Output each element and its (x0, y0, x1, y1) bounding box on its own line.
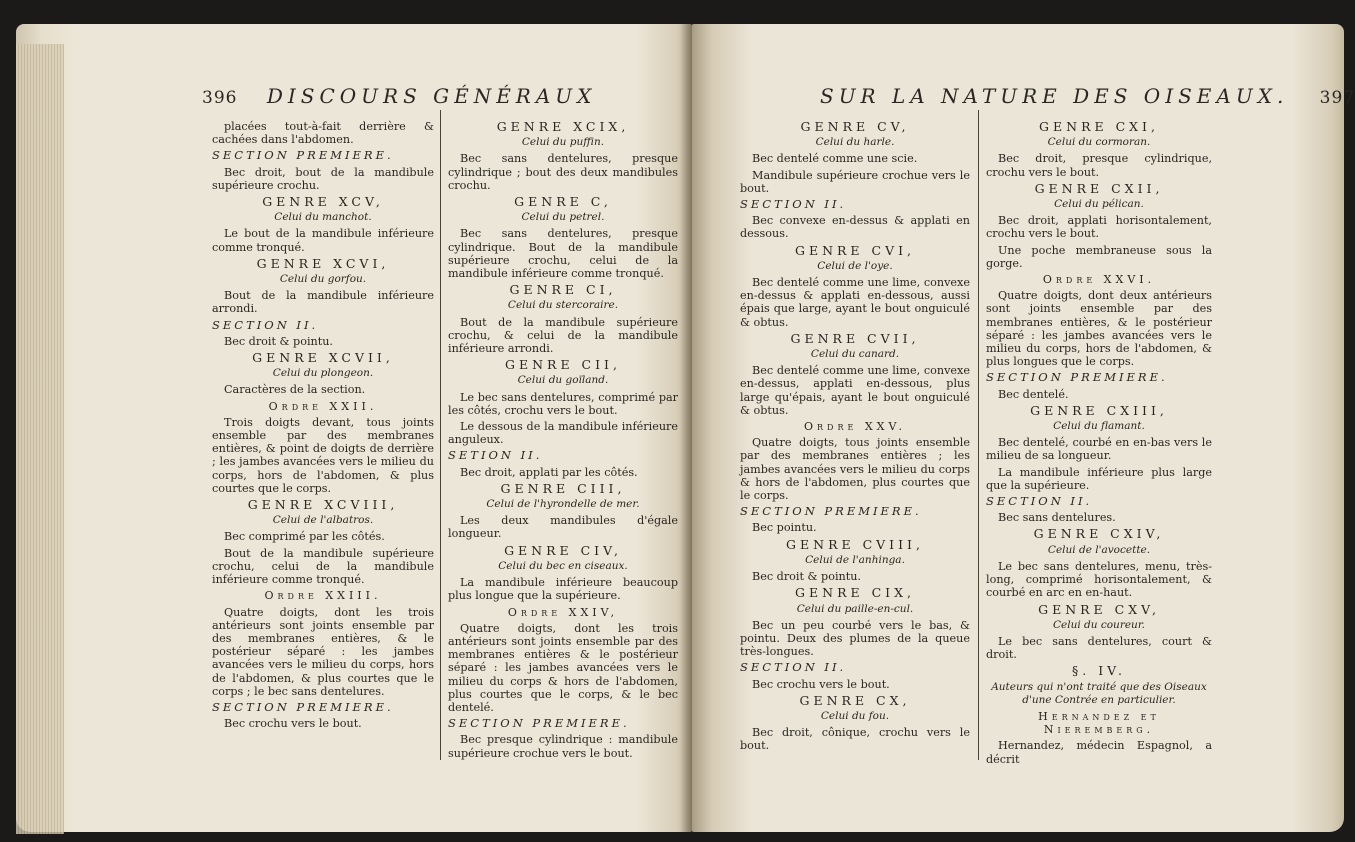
paragraph: Bec dentelé comme une lime, convexe en-dessus & applati en-dessous, aussi épais que large, ayant le bout onguiculé & obtus. (740, 276, 970, 329)
paragraph: Quatre doigts, dont les trois antérieurs sont joints ensemble par des membranes entières & le postérieur séparé : les jambes avancées vers le milieu du corps & hors de l'abdomen, plus courtes que le corps, & le bec dentelé. (448, 621, 678, 714)
paragraph: Bec comprimé par les côtés. (224, 530, 385, 544)
left-column-2 (448, 120, 678, 763)
genre-heading: GENRE CIII, (500, 480, 626, 496)
column-rule (978, 110, 979, 760)
section-heading: SECTION II. (212, 317, 319, 332)
paragraph: Une poche membraneuse sous la gorge. (986, 243, 1212, 270)
paragraph: La mandibule inférieure plus large que la supérieure. (986, 465, 1212, 492)
paragraph: Bec dentelé, courbé en en-bas vers le milieu de sa longueur. (986, 436, 1212, 463)
genre-subtitle: Celui du flamant. (1053, 420, 1145, 433)
genre-heading: §. IV. (1072, 663, 1126, 679)
paragraph: Bout de la mandibule supérieure crochu, celui de la mandibule inférieure comme tronqué. (212, 546, 434, 587)
section-heading: SECTION II. (986, 494, 1093, 509)
right-page (692, 24, 1355, 832)
genre-subtitle: Celui du goïland. (517, 374, 609, 387)
genre-subtitle: Celui du canard. (810, 348, 900, 361)
genre-subtitle: Celui du harle. (815, 136, 895, 149)
paragraph: Bec presque cylindrique : mandibule supérieure crochue vers le bout. (448, 733, 678, 760)
genre-heading: GENRE CVI, (794, 242, 916, 258)
paragraph: Le bec sans dentelures, comprimé par les côtés, crochu vers le bout. (448, 390, 678, 417)
ordre-heading: Ordre XXVI. (1042, 273, 1156, 287)
paragraph: Bec droit, applati horisontalement, crochu vers le bout. (986, 214, 1212, 241)
genre-subtitle: Celui du cormoran. (1047, 136, 1151, 149)
genre-heading: GENRE CIV, (504, 542, 622, 558)
paragraph: Mandibule supérieure crochue vers le bout. (740, 168, 970, 195)
genre-subtitle: Celui du puffin. (521, 136, 605, 149)
genre-heading: GENRE CXI, (1039, 119, 1159, 134)
genre-heading: GENRE C, (514, 194, 612, 210)
genre-subtitle: Celui du plongeon. (272, 367, 374, 380)
paragraph: Quatre doigts, tous joints ensemble par des membranes entières ; les jambes avancées vers le milieu du corps & hors de l'abdomen, plus courtes que le corps. (740, 436, 970, 503)
ordre-heading: Ordre XXV. (804, 420, 906, 434)
genre-heading: GENRE XCVIII, (247, 497, 399, 513)
right-running-title: SUR LA NATURE DES OISEAUX. (820, 84, 1289, 108)
genre-subtitle: Celui de l'avocette. (1047, 543, 1151, 556)
paragraph: Bec pointu. (752, 521, 817, 535)
paragraph: Bec crochu vers le bout. (224, 717, 362, 731)
genre-subtitle: Celui du manchot. (274, 211, 372, 224)
paragraph: Bec sans dentelures, presque cylindrique. Bout de la mandibule supérieure crochu, celui de la mandibule inférieure comme tronqué. (448, 227, 678, 281)
paragraph: Trois doigts devant, tous joints ensemble par des membranes entières, & point de doigts de derrière ; les jambes avancées vers le milieu du corps, hors de l'abdomen, & plus courtes que le corps. (212, 415, 434, 495)
section-heading: SECTION II. (740, 660, 847, 675)
paragraph: Bec dentelé. (998, 387, 1069, 401)
paragraph: Bec sans dentelures, presque cylindrique ; bout des deux mandibules crochu. (448, 152, 678, 192)
paragraph: Les deux mandibules d'égale longueur. (448, 514, 678, 541)
genre-subtitle: Celui du pélican. (1054, 198, 1144, 211)
genre-subtitle: Celui du bec en ciseaux. (498, 559, 628, 572)
paragraph: Bout de la mandibule supérieure crochu, & celui de la mandibule inférieure arrondi. (448, 315, 678, 356)
paragraph: Bec droit & pointu. (752, 570, 861, 584)
genre-subtitle: Celui de l'albatros. (272, 514, 374, 527)
paragraph: Bec droit, presque cylindrique, crochu vers le bout. (986, 152, 1212, 179)
paragraph: La mandibule inférieure beaucoup plus longue que la supérieure. (448, 576, 678, 603)
genre-heading: GENRE XCVI, (256, 255, 390, 271)
genre-subtitle: Auteurs qui n'ont traité que des Oiseaux d'une Contrée en particulier. (991, 680, 1207, 706)
paragraph: Hernandez, médecin Espagnol, a décrit (986, 739, 1212, 766)
genre-subtitle: Celui du coureur. (1052, 618, 1146, 631)
paragraph: Le dessous de la mandibule inférieure anguleux. (448, 420, 678, 447)
section-heading: SECTION PREMIERE. (212, 699, 394, 714)
genre-heading: GENRE CIX, (795, 585, 915, 601)
genre-heading: GENRE XCVII, (252, 350, 394, 366)
genre-subtitle: Celui de l'hyrondelle de mer. (486, 498, 640, 511)
paragraph: Bec droit, applati par les côtés. (460, 465, 638, 479)
left-page (16, 24, 692, 832)
genre-heading: GENRE CII, (505, 357, 621, 373)
column-rule (440, 110, 441, 760)
genre-heading: GENRE CXII, (1034, 180, 1164, 196)
section-heading: SECTION PREMIERE. (986, 370, 1168, 385)
left-running-title: DISCOURS GÉNÉRAUX (266, 84, 597, 108)
section-heading: SECTION PREMIERE. (212, 148, 394, 163)
genre-heading: GENRE CXIII, (1030, 402, 1168, 418)
ordre-heading: Ordre XXIV, (507, 605, 619, 619)
genre-heading: GENRE CVII, (790, 330, 920, 346)
paragraph: Bec dentelé comme une lime, convexe en-dessus, applati en-dessous, plus large qu'épais, ayant le bout onguiculé & obtus. (740, 364, 970, 417)
paragraph: Quatre doigts, dont les trois antérieurs sont joints ensemble par des membranes entières, & le postérieur séparé : les jambes avancées vers le milieu du corps, hors de l'abdomen, & plus courtes que le corps ; le bec sans dentelures. (212, 605, 434, 698)
right-page-header (820, 84, 1355, 108)
paragraph: Bec droit, bout de la mandibule supérieure crochu. (212, 165, 434, 192)
genre-heading: GENRE CI, (509, 282, 617, 298)
paragraph: Bec sans dentelures. (998, 511, 1116, 525)
paragraph: Bec un peu courbé vers le bas, & pointu. Deux des plumes de la queue très-longues. (740, 618, 970, 659)
paragraph: Bec convexe en-dessus & applati en dessous. (740, 214, 970, 241)
genre-subtitle: Celui du paille-en-cul. (796, 602, 914, 615)
paragraph: Le bec sans dentelures, menu, très-long, comprimé horisontalement, & courbé en arc en en-haut. (986, 559, 1212, 600)
left-column-1 (212, 120, 434, 733)
paragraph: Le bec sans dentelures, court & droit. (986, 634, 1212, 662)
page-edges (16, 44, 64, 834)
paragraph: Bout de la mandibule inférieure arrondi. (212, 289, 434, 316)
paragraph: Bec droit, cônique, crochu vers le bout. (740, 726, 970, 753)
paragraph: Bec crochu vers le bout. (752, 677, 890, 691)
paragraph: placées tout-à-fait derrière & cachées dans l'abdomen. (212, 120, 434, 147)
genre-heading: GENRE CVIII, (786, 536, 924, 552)
ordre-heading: Ordre XXIII. (264, 589, 382, 603)
open-book (16, 14, 1355, 838)
genre-subtitle: Celui de l'oye. (817, 259, 893, 272)
genre-heading: GENRE XCV, (262, 194, 384, 210)
genre-heading: GENRE XCIX, (496, 119, 630, 134)
genre-subtitle: Celui du petrel. (521, 211, 605, 224)
genre-subtitle: Celui du stercoraire. (507, 299, 619, 312)
right-page-number: 397 (1319, 88, 1355, 108)
genre-subtitle: Celui du gorfou. (279, 273, 367, 286)
left-page-number: 396 (202, 88, 238, 108)
paragraph: Le bout de la mandibule inférieure comme tronqué. (212, 227, 434, 254)
paragraph: Bec droit & pointu. (224, 334, 333, 348)
genre-heading: GENRE CXV, (1038, 601, 1160, 617)
ordre-heading: Ordre XXII. (268, 399, 378, 413)
section-heading: SETION II. (448, 448, 543, 463)
genre-subtitle: Celui de l'anhinga. (805, 553, 905, 566)
genre-heading: GENRE CX, (799, 692, 911, 708)
right-column-1 (740, 120, 970, 756)
genre-heading: GENRE CXIV, (1033, 526, 1165, 542)
genre-subtitle: Celui du fou. (820, 709, 890, 722)
paragraph: Quatre doigts, dont deux antérieurs sont joints ensemble par des membranes entières, & le postérieur séparé : les jambes avancées vers le milieu du corps, hors de l'abdomen, & plus longues que le corps. (986, 289, 1212, 369)
left-page-header (202, 84, 596, 108)
ordre-heading: Hernandez et Nieremberg. (1038, 709, 1160, 737)
right-column-2 (986, 120, 1212, 769)
section-heading: SECTION PREMIERE. (448, 716, 630, 731)
paragraph: Bec dentelé comme une scie. (752, 152, 918, 166)
section-heading: SECTION PREMIERE. (740, 504, 922, 519)
paragraph: Caractères de la section. (224, 383, 366, 397)
genre-heading: GENRE CV, (800, 119, 910, 134)
section-heading: SECTION II. (740, 197, 847, 212)
